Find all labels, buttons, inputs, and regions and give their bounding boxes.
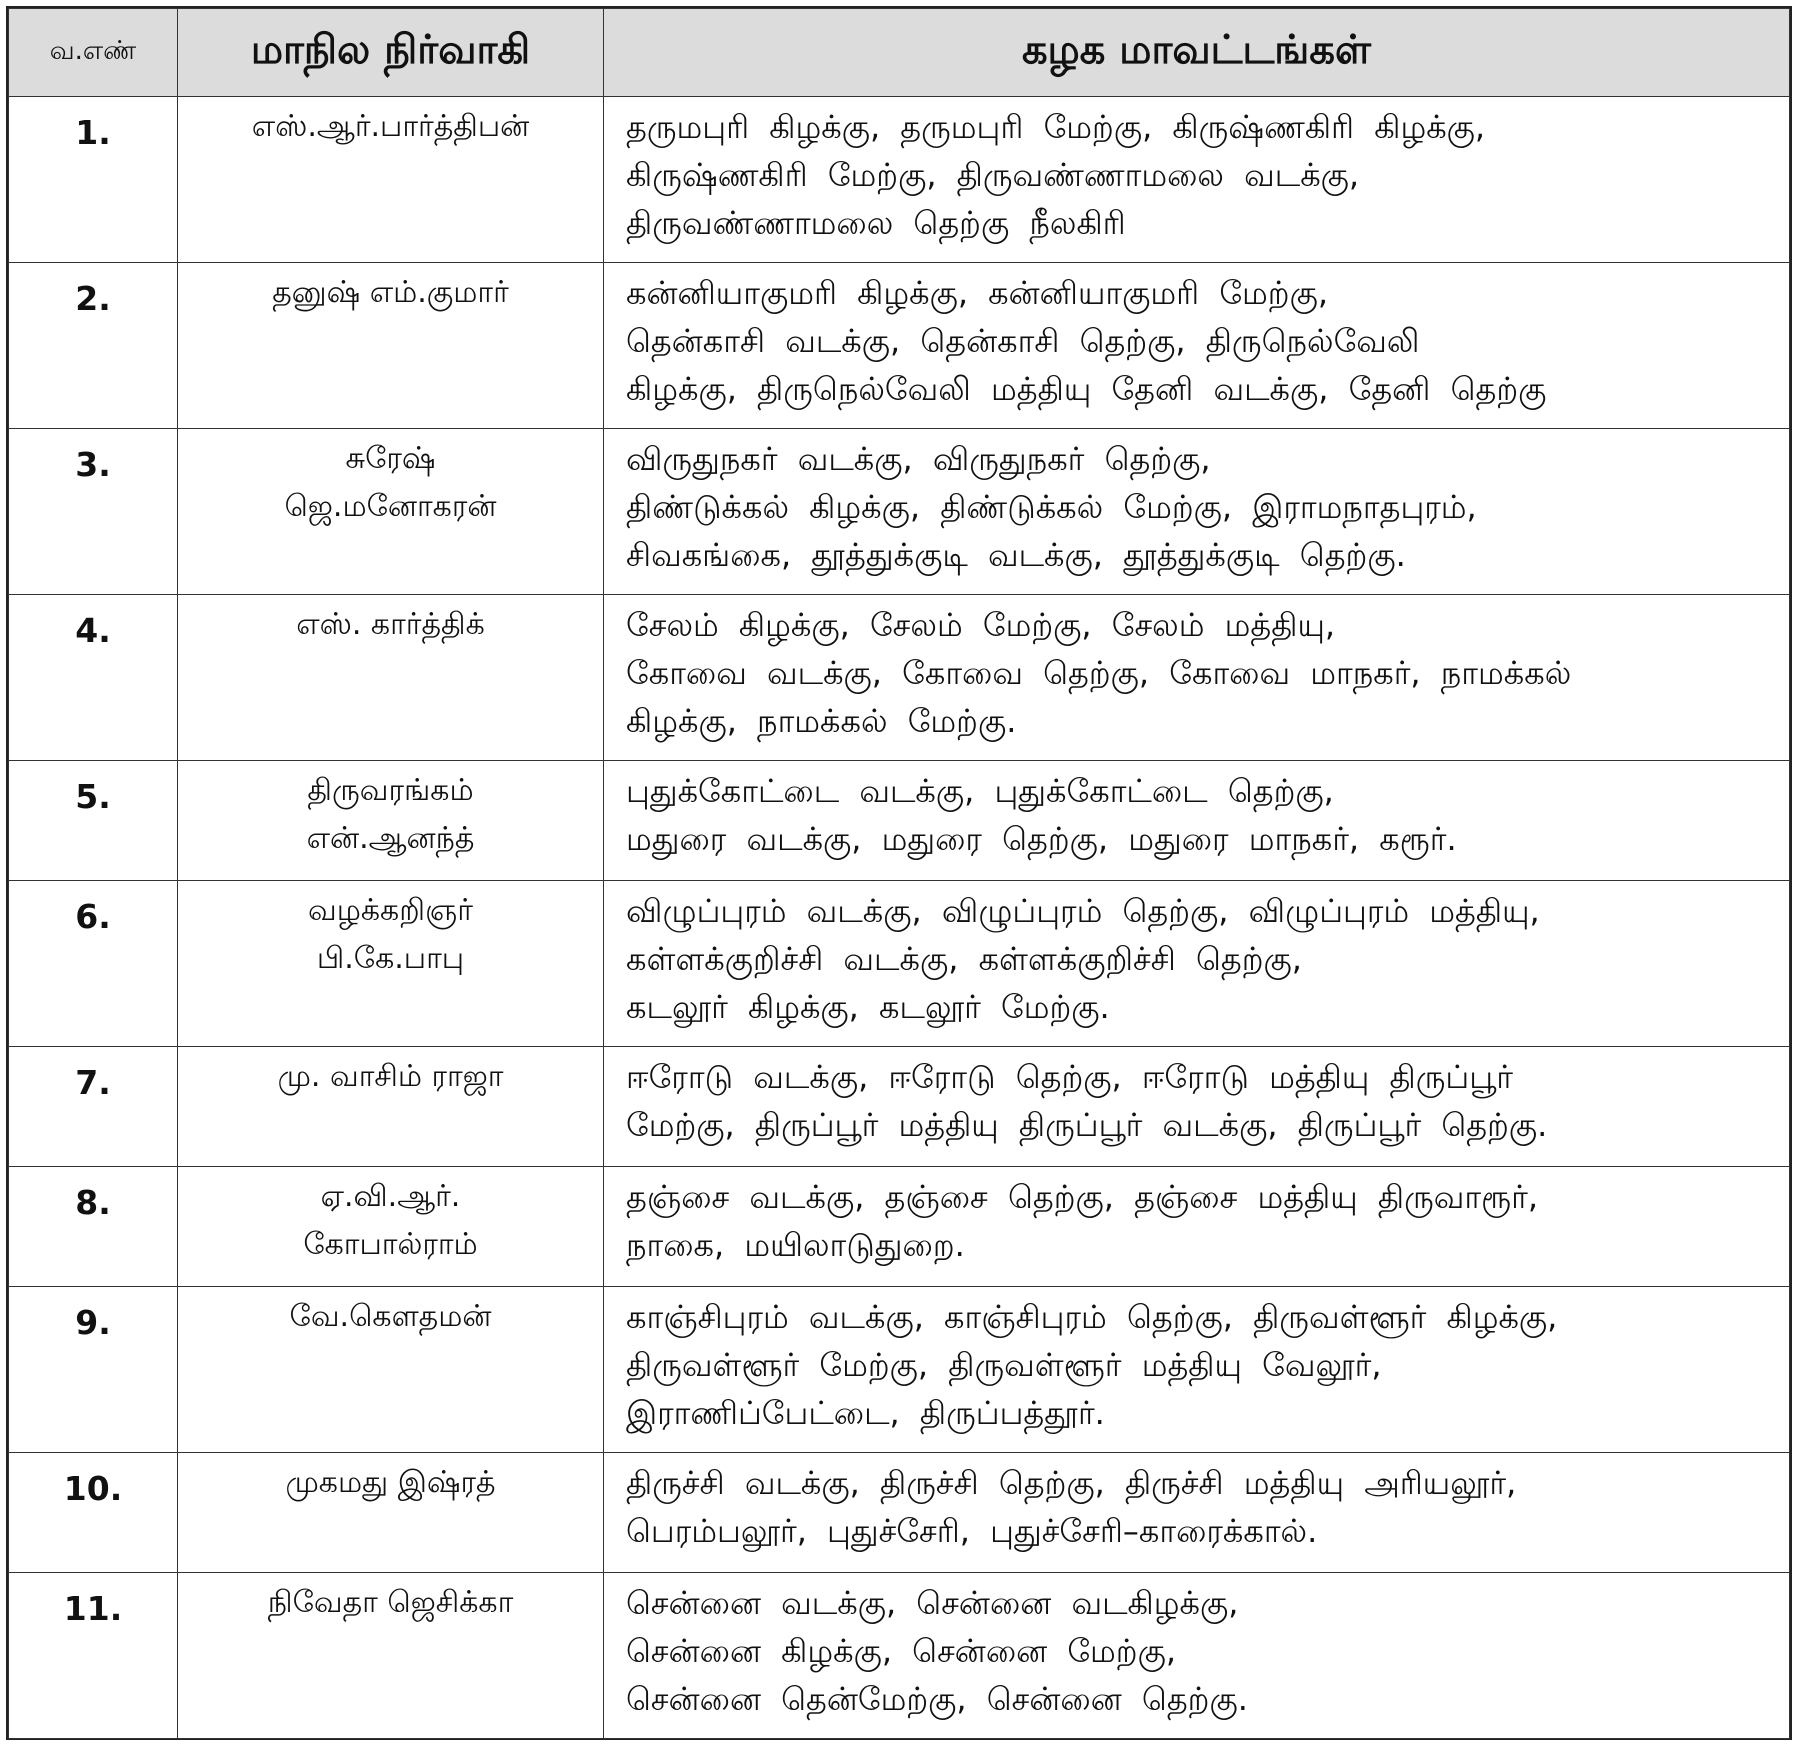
table-row (9, 1047, 1790, 1167)
table-row (9, 97, 1790, 263)
row-districts: ஈரோடு வடக்கு, ஈரோடு தெற்கு, ஈரோடு மத்தியு திருப்பூர் மேற்கு, திருப்பூர் மத்தியு திருப்பூர் வடக்கு, திருப்பூர் தெற்கு. (604, 1047, 1790, 1167)
row-administrator (178, 263, 604, 429)
table-body (9, 97, 1790, 1739)
row-administrator (178, 761, 604, 881)
table-row (9, 1167, 1790, 1287)
administrator-name-line: முகமது இஷ்ரத் (285, 1465, 496, 1500)
row-serial-number: 1. (9, 97, 178, 263)
table-row (9, 761, 1790, 881)
row-serial-number: 5. (9, 761, 178, 881)
row-districts: புதுக்கோட்டை வடக்கு, புதுக்கோட்டை தெற்கு, மதுரை வடக்கு, மதுரை தெற்கு, மதுரை மாநகர், கரூர். (604, 761, 1790, 881)
table-header-row (9, 9, 1790, 97)
administrator-name-line: எஸ்.ஆர்.பார்த்திபன் (251, 109, 530, 144)
administrator-name-line: வழக்கறிஞர் (308, 893, 473, 928)
row-districts: கன்னியாகுமரி கிழக்கு, கன்னியாகுமரி மேற்கு, தென்காசி வடக்கு, தென்காசி தெற்கு, திருநெல்வேலி கிழக்கு, திருநெல்வேலி மத்தியு தேனி வடக்கு, தேனி தெற்கு (604, 263, 1790, 429)
row-serial-number: 3. (9, 429, 178, 595)
table-row (9, 881, 1790, 1047)
row-administrator (178, 1287, 604, 1453)
administrator-name-line: மு. வாசிம் ராஜா (277, 1059, 504, 1094)
row-administrator (178, 595, 604, 761)
row-serial-number: 10. (9, 1453, 178, 1573)
row-serial-number: 11. (9, 1573, 178, 1739)
row-serial-number: 4. (9, 595, 178, 761)
table-row (9, 595, 1790, 761)
table-row (9, 263, 1790, 429)
administrator-name-line: பி.கே.பாபு (316, 941, 465, 976)
administrator-name-line: எஸ். கார்த்திக் (296, 607, 485, 642)
row-administrator (178, 881, 604, 1047)
row-districts: சென்னை வடக்கு, சென்னை வடகிழக்கு, சென்னை கிழக்கு, சென்னை மேற்கு, சென்னை தென்மேற்கு, சென்னை தெற்கு. (604, 1573, 1790, 1739)
administrator-name-line: நிவேதா ஜெசிக்கா (267, 1585, 514, 1620)
administrator-name-line: தனுஷ் எம்.குமார் (272, 275, 509, 310)
row-districts: விருதுநகர் வடக்கு, விருதுநகர் தெற்கு, திண்டுக்கல் கிழக்கு, திண்டுக்கல் மேற்கு, இராமநாதபுரம், சிவகங்கை, தூத்துக்குடி வடக்கு, தூத்துக்குடி தெற்கு. (604, 429, 1790, 595)
administrator-name-line: ஏ.வி.ஆர். (320, 1179, 461, 1214)
administrator-name-line: வே.கௌதமன் (289, 1299, 492, 1334)
administrator-name-line: சுரேஷ் (345, 441, 436, 476)
table-row (9, 429, 1790, 595)
row-serial-number: 2. (9, 263, 178, 429)
table-row (9, 1573, 1790, 1739)
table-row (9, 1453, 1790, 1573)
row-districts: விழுப்புரம் வடக்கு, விழுப்புரம் தெற்கு, விழுப்புரம் மத்தியு, கள்ளக்குறிச்சி வடக்கு, கள்ளக்குறிச்சி தெற்கு, கடலூர் கிழக்கு, கடலூர் மேற்கு. (604, 881, 1790, 1047)
header-state-administrator: மாநில நிர்வாகி (178, 9, 604, 97)
administrator-name-line: என்.ஆனந்த் (306, 821, 475, 856)
district-allocation-sheet (6, 6, 1792, 1740)
row-serial-number: 6. (9, 881, 178, 1047)
row-serial-number: 7. (9, 1047, 178, 1167)
row-administrator (178, 1453, 604, 1573)
row-districts: தருமபுரி கிழக்கு, தருமபுரி மேற்கு, கிருஷ்ணகிரி கிழக்கு, கிருஷ்ணகிரி மேற்கு, திருவண்ணாமலை வடக்கு, திருவண்ணாமலை தெற்கு நீலகிரி (604, 97, 1790, 263)
row-administrator (178, 1573, 604, 1739)
administrator-name-line: ஜெ.மனோகரன் (284, 489, 497, 524)
row-districts: திருச்சி வடக்கு, திருச்சி தெற்கு, திருச்சி மத்தியு அரியலூர், பெரம்பலூர், புதுச்சேரி, புதுச்சேரி–காரைக்கால். (604, 1453, 1790, 1573)
row-administrator (178, 429, 604, 595)
row-administrator (178, 1047, 604, 1167)
table-row (9, 1287, 1790, 1453)
row-districts: தஞ்சை வடக்கு, தஞ்சை தெற்கு, தஞ்சை மத்தியு திருவாரூர், நாகை, மயிலாடுதுறை. (604, 1167, 1790, 1287)
row-districts: சேலம் கிழக்கு, சேலம் மேற்கு, சேலம் மத்தியு, கோவை வடக்கு, கோவை தெற்கு, கோவை மாநகர், நாமக்கல் கிழக்கு, நாமக்கல் மேற்கு. (604, 595, 1790, 761)
header-party-districts: கழக மாவட்டங்கள் (604, 9, 1790, 97)
administrator-name-line: கோபால்ராம் (303, 1227, 478, 1262)
administrator-name-line: திருவரங்கம் (307, 773, 474, 808)
row-administrator (178, 1167, 604, 1287)
row-districts: காஞ்சிபுரம் வடக்கு, காஞ்சிபுரம் தெற்கு, திருவள்ளூர் கிழக்கு, திருவள்ளூர் மேற்கு, திருவள்ளூர் மத்தியு வேலூர், இராணிப்பேட்டை, திருப்பத்தூர். (604, 1287, 1790, 1453)
row-serial-number: 8. (9, 1167, 178, 1287)
district-allocation-table (8, 8, 1790, 1739)
header-serial-number: வ.எண் (9, 9, 178, 97)
row-administrator (178, 97, 604, 263)
row-serial-number: 9. (9, 1287, 178, 1453)
